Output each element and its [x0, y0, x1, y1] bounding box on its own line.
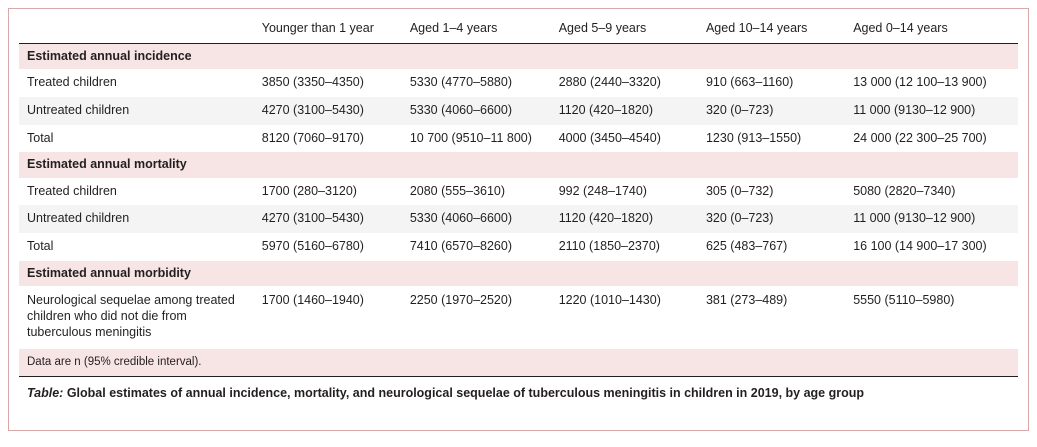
row-value: 5970 (5160–6780): [254, 233, 402, 261]
row-value: 1230 (913–1550): [698, 125, 845, 153]
row-value: 7410 (6570–8260): [402, 233, 551, 261]
row-value: 5330 (4060–6600): [402, 205, 551, 233]
column-header-younger-than-1-year: Younger than 1 year: [261, 21, 374, 35]
table-row: [19, 97, 1018, 125]
row-label: Treated children: [19, 69, 254, 97]
row-value: 4270 (3100–5430): [254, 97, 402, 125]
row-label: Untreated children: [19, 205, 254, 233]
row-value: 11 000 (9130–12 900): [845, 97, 1018, 125]
row-value: 16 100 (14 900–17 300): [845, 233, 1018, 261]
table-row: [19, 286, 1018, 349]
row-label: Total: [19, 233, 254, 261]
section-header-row: [19, 43, 1018, 69]
column-header-aged-1-4-years: Aged 1–4 years: [409, 21, 498, 35]
row-value: 305 (0–732): [698, 178, 845, 206]
row-value: 320 (0–723): [698, 205, 845, 233]
table-row: [19, 125, 1018, 153]
section-title-morbidity: Estimated annual morbidity: [19, 261, 1018, 287]
row-value: 1120 (420–1820): [551, 97, 698, 125]
table-header: [19, 15, 1018, 43]
section-title-incidence: Estimated annual incidence: [19, 43, 1018, 69]
row-label: Treated children: [19, 178, 254, 206]
caption-label: Table:: [27, 386, 64, 401]
column-header-blank: [19, 15, 254, 43]
table-row: [19, 205, 1018, 233]
row-value: 10 700 (9510–11 800): [402, 125, 551, 153]
row-value: 11 000 (9130–12 900): [845, 205, 1018, 233]
row-value: 5330 (4770–5880): [402, 69, 551, 97]
row-value: 1120 (420–1820): [551, 205, 698, 233]
column-header-aged-10-14-years: Aged 10–14 years: [705, 21, 808, 35]
table-row: [19, 178, 1018, 206]
row-label: Neurological sequelae among treated children who did not die from tuberculous meningitis: [19, 286, 254, 349]
header-row: [19, 15, 1018, 43]
column-header-aged-0-14-years: Aged 0–14 years: [853, 21, 948, 35]
section-title-mortality: Estimated annual mortality: [19, 152, 1018, 178]
row-value: 2880 (2440–3320): [551, 69, 698, 97]
row-value: 13 000 (12 100–13 900): [845, 69, 1018, 97]
row-value: 1700 (1460–1940): [254, 286, 402, 349]
table-row: [19, 69, 1018, 97]
row-value: 910 (663–1160): [698, 69, 845, 97]
estimates-table: [19, 15, 1018, 349]
row-value: 5330 (4060–6600): [402, 97, 551, 125]
table-body: [19, 43, 1018, 349]
row-value: 3850 (3350–4350): [254, 69, 402, 97]
table-card: [8, 8, 1029, 431]
row-value: 8120 (7060–9170): [254, 125, 402, 153]
table-caption: [19, 376, 1018, 404]
row-value: 5080 (2820–7340): [845, 178, 1018, 206]
row-value: 625 (483–767): [698, 233, 845, 261]
row-value: 1220 (1010–1430): [551, 286, 698, 349]
row-value: 4000 (3450–4540): [551, 125, 698, 153]
row-value: 5550 (5110–5980): [845, 286, 1018, 349]
row-label: Untreated children: [19, 97, 254, 125]
caption-text: Global estimates of annual incidence, mortality, and neurological sequelae of tuberculous meningitis in children in 2019, by age group: [63, 386, 864, 401]
row-value: 2250 (1970–2520): [402, 286, 551, 349]
row-value: 4270 (3100–5430): [254, 205, 402, 233]
row-value: 320 (0–723): [698, 97, 845, 125]
row-label: Total: [19, 125, 254, 153]
table-footnote: Data are n (95% credible interval).: [19, 349, 1018, 376]
row-value: 24 000 (22 300–25 700): [845, 125, 1018, 153]
table-row: [19, 233, 1018, 261]
row-value: 992 (248–1740): [551, 178, 698, 206]
section-header-row: [19, 152, 1018, 178]
column-header-aged-5-9-years: Aged 5–9 years: [558, 21, 647, 35]
row-value: 1700 (280–3120): [254, 178, 402, 206]
row-value: 2110 (1850–2370): [551, 233, 698, 261]
row-value: 2080 (555–3610): [402, 178, 551, 206]
section-header-row: [19, 261, 1018, 287]
row-value: 381 (273–489): [698, 286, 845, 349]
